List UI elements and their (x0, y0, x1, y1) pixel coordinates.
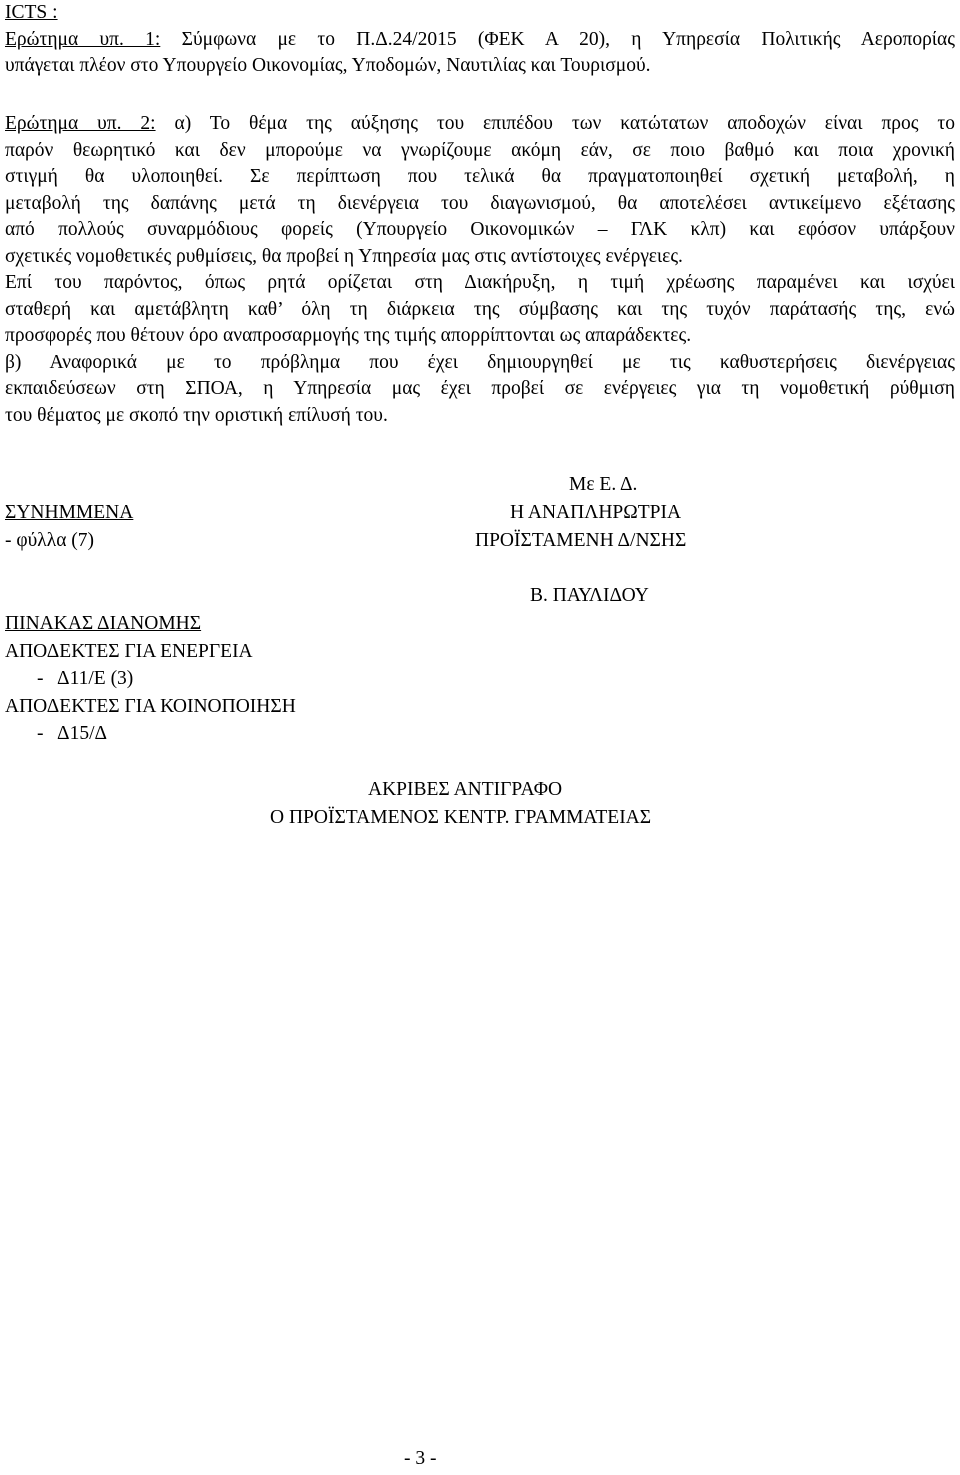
certification-line-2: Ο ΠΡΟΪΣΤΑΜΕΝΟΣ ΚΕΝΤΡ. ΓΡΑΜΜΑΤΕΙΑΣ (270, 807, 652, 828)
info-recipients-title: ΑΠΟΔΕΚΤΕΣ ΓΙΑ ΚΟΙΝΟΠΟΙΗΣΗ (5, 696, 296, 717)
action-recipients-title: ΑΠΟΔΕΚΤΕΣ ΓΙΑ ΕΝΕΡΓΕΙΑ (5, 641, 253, 662)
q2-line: σχετικές νομοθετικές ρυθμίσεις, θα προβεί η Υπηρεσία μας στις αντίστοιχες ενέργειες. (5, 245, 683, 267)
q2-section (5, 111, 955, 429)
q2-lead: Ερώτημα υπ. 2: (5, 113, 156, 134)
q2-line: προσφορές που θέτουν όρο αναπροσαρμογής της τιμής απορρίπτονται ως απαράδεκτες. (5, 325, 692, 346)
info-recipient-item: - Δ15/Δ (37, 723, 108, 744)
q2-line: μεταβολή της δαπάνης μετά τη διενέργεια του διαγωνισμού, θα αποτελέσει αντικείμενο εξέτασης (5, 192, 955, 214)
question-section (5, 0, 955, 80)
header-label: ICTS : (5, 2, 58, 23)
q1-line1-text: Σύμφωνα με το Π.Δ.24/2015 (ΦΕΚ Α 20), η Υπηρεσία Πολιτικής Αεροπορίας (160, 28, 955, 50)
q2-line: στιγμή θα υλοποιηθεί. Σε περίπτωση που τελικά θα πραγματοποιηθεί σχετική μεταβολή, η (5, 166, 955, 187)
q2-line: Ερώτημα υπ. 2: α) Το θέμα της αύξησης του επιπέδου των κατώτατων αποδοχών είναι προς το (5, 113, 955, 134)
q2-line: σταθερή και αμετάβλητη καθ’ όλη τη διάρκεια της σύμβασης και της τυχόν παράτασής της, ενώ (5, 298, 955, 320)
q2-line: του θέματος με σκοπό την οριστική επίλυσή του. (5, 404, 388, 426)
action-recipient-item: - Δ11/Ε (3) (37, 668, 134, 689)
distribution-title: ΠΙΝΑΚΑΣ ΔΙΑΝΟΜΗΣ (5, 613, 202, 634)
q1-line-2: υπάγεται πλέον στο Υπουργείο Οικονομίας, Υποδομών, Ναυτιλίας και Τουρισμού. (5, 55, 651, 76)
q1-lead: Ερώτημα υπ. 1: (5, 28, 161, 50)
q2-line: β) Αναφορικά με το πρόβλημα που έχει δημιουργηθεί με τις καθυστερήσεις διενέργειας (5, 351, 955, 373)
signer-role-1: Η ΑΝΑΠΛΗΡΩΤΡΙΑ (510, 502, 682, 523)
signer-role-2: ΠΡΟΪΣΤΑΜΕΝΗ Δ/ΝΣΗΣ (475, 530, 687, 551)
signer-name: Β. ΠΑΥΛΙΔΟΥ (530, 585, 649, 606)
certification-line-1: ΑΚΡΙΒΕΣ ΑΝΤΙΓΡΑΦΟ (368, 779, 563, 800)
q2-line: παρόν θεωρητικό και δεν μπορούμε να γνωρίζουμε ακόμη εάν, σε ποιο βαθμό και ποια χρονική (5, 139, 955, 161)
q1-line-1 (5, 27, 955, 54)
page-number: - 3 - (404, 1448, 437, 1469)
q2-line: εκπαιδεύσεων στη ΣΠΟΑ, η Υπηρεσία μας έχει προβεί σε ενέργειες για τη νομοθετική ρύθμιση (5, 378, 955, 399)
q2-line: από πολλούς συναρμόδιους φορείς (Υπουργείο Οικονομικών – ΓΛΚ κλπ) και εφόσον υπάρξουν (5, 219, 955, 240)
attachments-item: - φύλλα (7) (5, 530, 95, 551)
q2-line: Επί του παρόντος, όπως ρητά ορίζεται στη Διακήρυξη, η τιμή χρέωσης παραμένει και ισχύει (5, 272, 955, 293)
attachments-title: ΣΥΝΗΜΜΕΝΑ (5, 502, 134, 523)
closing-greeting: Με Ε. Δ. (569, 474, 638, 495)
